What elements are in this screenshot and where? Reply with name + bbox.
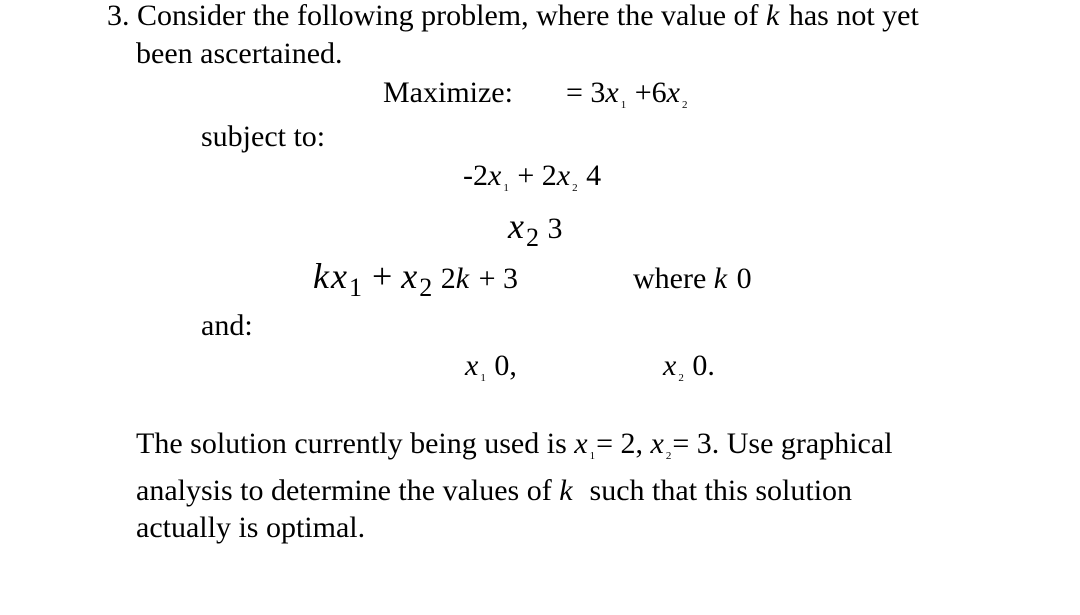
text: = 3 bbox=[566, 76, 606, 109]
text: = 3. Use graphical bbox=[672, 427, 893, 460]
subscript: 1 bbox=[348, 273, 362, 302]
nonnegativity-2 bbox=[663, 349, 715, 384]
var: x bbox=[650, 427, 664, 460]
text: 0 bbox=[729, 262, 752, 295]
var: x bbox=[663, 349, 677, 382]
constraint-1 bbox=[463, 159, 601, 194]
text: where bbox=[633, 262, 714, 295]
var: x bbox=[666, 76, 680, 109]
objective-function bbox=[566, 76, 689, 111]
text: + bbox=[362, 256, 402, 296]
nonnegativity-1 bbox=[465, 349, 517, 384]
subscript: 2 bbox=[572, 182, 578, 194]
var: x bbox=[508, 206, 524, 246]
var: x bbox=[401, 256, 418, 296]
subscript: 1 bbox=[620, 99, 627, 111]
var: k bbox=[455, 262, 470, 295]
text: analysis to determine the values of bbox=[136, 474, 560, 507]
subscript: 2 bbox=[419, 273, 433, 302]
var: x bbox=[465, 349, 479, 382]
text: -2 bbox=[463, 159, 488, 192]
text: = 2, bbox=[596, 427, 651, 460]
and-label: and: bbox=[201, 309, 253, 342]
var: k bbox=[559, 474, 573, 507]
text: The solution currently being used is bbox=[136, 427, 575, 460]
text: 2 bbox=[433, 262, 456, 295]
subscript: 1 bbox=[589, 450, 596, 462]
objective-label: Maximize: bbox=[383, 76, 513, 109]
text: 0. bbox=[684, 349, 715, 382]
paragraph-line-3: actually is optimal. bbox=[136, 511, 366, 544]
var: x bbox=[330, 256, 347, 296]
text: + 2 bbox=[509, 159, 557, 192]
subscript: 2 bbox=[525, 223, 539, 252]
text: 4 bbox=[578, 159, 602, 192]
text: 3. Consider the following problem, where the value of bbox=[107, 0, 767, 32]
var: k bbox=[313, 256, 329, 296]
text: such that this solution bbox=[574, 474, 853, 507]
subscript: 2 bbox=[682, 99, 688, 111]
problem-line-1 bbox=[107, 0, 919, 33]
text: + 3 bbox=[471, 262, 519, 295]
subscript: 1 bbox=[480, 372, 486, 384]
subscript: 2 bbox=[678, 372, 684, 384]
subscript: 2 bbox=[665, 450, 672, 462]
var: x bbox=[556, 159, 571, 192]
paragraph-line-1 bbox=[136, 427, 893, 462]
text: has not yet bbox=[781, 0, 919, 32]
problem-line-2: been ascertained. bbox=[136, 37, 343, 70]
variable-k: k bbox=[766, 0, 780, 32]
var: x bbox=[574, 427, 588, 460]
var: x bbox=[605, 76, 619, 109]
constraint-3 bbox=[313, 256, 518, 301]
paragraph-line-2 bbox=[136, 474, 852, 508]
var: k bbox=[713, 262, 728, 295]
constraint-2 bbox=[508, 206, 562, 251]
text: 3 bbox=[539, 212, 563, 245]
text: 0, bbox=[486, 349, 517, 382]
subject-to-label: subject to: bbox=[201, 120, 326, 153]
var: x bbox=[488, 159, 502, 192]
subscript: 1 bbox=[503, 182, 509, 194]
where-condition bbox=[633, 262, 752, 296]
text: +6 bbox=[627, 76, 667, 109]
